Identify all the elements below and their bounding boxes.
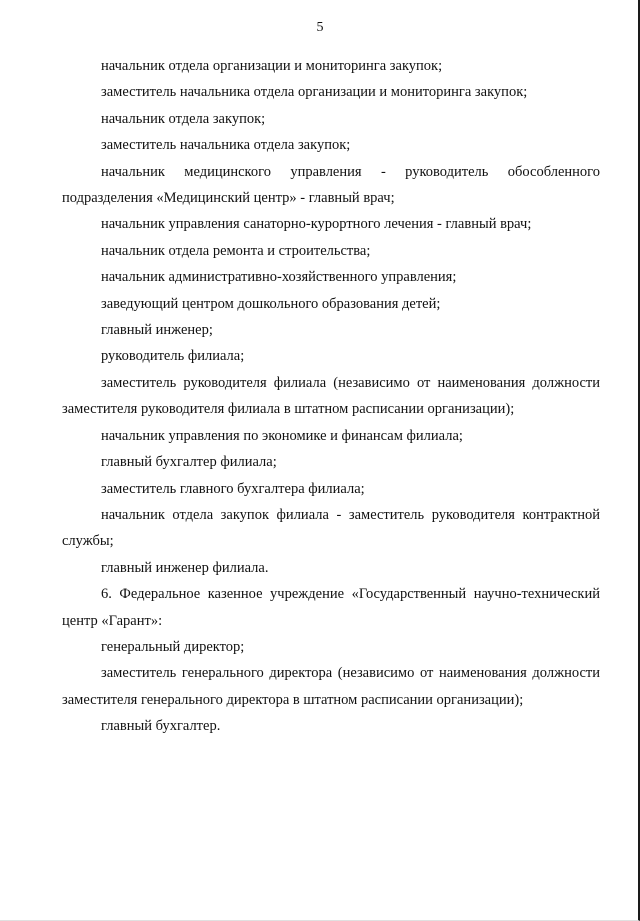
list-item: заместитель главного бухгалтера филиала;: [101, 480, 365, 497]
list-item: начальник отдела ремонта и строительства;: [101, 242, 371, 259]
list-item: заместитель начальника отдела организации и мониторинга закупок;: [101, 84, 528, 101]
list-item: руководитель филиала;: [101, 348, 245, 365]
list-item: начальник управления по экономике и финансам филиала;: [101, 427, 463, 444]
list-item: начальник медицинского управления - руководитель обособленного подразделения «Медицинский центр» - главный врач;: [62, 163, 600, 207]
document-body: [62, 53, 600, 740]
list-item: начальник административно-хозяйственного управления;: [101, 269, 457, 286]
list-item: главный бухгалтер филиала;: [101, 454, 277, 471]
list-item: заместитель начальника отдела закупок;: [101, 137, 351, 154]
list-item: начальник отдела организации и мониторинга закупок;: [101, 58, 443, 74]
list-item: начальник управления санаторно-курортного лечения - главный врач;: [101, 216, 532, 233]
list-item: главный инженер филиала.: [101, 559, 269, 576]
list-item: начальник отдела закупок;: [101, 110, 266, 127]
list-item: заведующий центром дошкольного образования детей;: [101, 295, 441, 312]
list-item: генеральный директор;: [101, 638, 245, 655]
list-item: главный инженер;: [101, 322, 213, 339]
page-number: 5: [316, 20, 324, 35]
list-item: главный бухгалтер.: [101, 718, 221, 735]
list-item: заместитель генерального директора (независимо от наименования должности заместителя генерального директора в штатном расписании организации);: [62, 665, 600, 708]
section-heading: 6. Федеральное казенное учреждение «Государственный научно-технический центр «Гарант»:: [62, 586, 600, 629]
list-item: заместитель руководителя филиала (независимо от наименования должности заместителя руководителя филиала в штатном расписании организации);: [62, 374, 600, 418]
list-item: начальник отдела закупок филиала - заместитель руководителя контрактной службы;: [62, 506, 600, 550]
